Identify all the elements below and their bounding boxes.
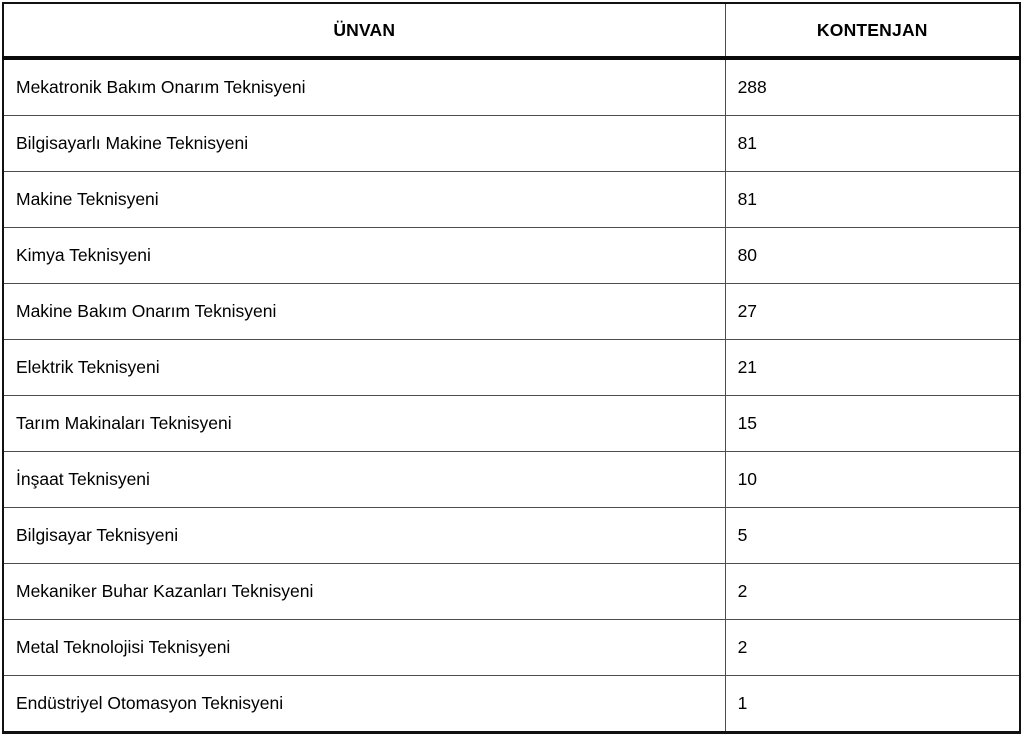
unvan-cell: Kimya Teknisyeni [3, 228, 725, 284]
table-row [3, 172, 1020, 228]
kontenjan-cell: 81 [725, 116, 1020, 172]
table-row [3, 340, 1020, 396]
table-row [3, 396, 1020, 452]
unvan-cell: Makine Bakım Onarım Teknisyeni [3, 284, 725, 340]
table-row [3, 452, 1020, 508]
table-row [3, 564, 1020, 620]
unvan-cell: Bilgisayar Teknisyeni [3, 508, 725, 564]
kontenjan-cell: 1 [725, 676, 1020, 733]
table-header [3, 3, 1020, 58]
table-row [3, 58, 1020, 116]
kontenjan-cell: 21 [725, 340, 1020, 396]
column-header-kontenjan: KONTENJAN [725, 3, 1020, 58]
kontenjan-cell: 15 [725, 396, 1020, 452]
unvan-cell: İnşaat Teknisyeni [3, 452, 725, 508]
unvan-cell: Bilgisayarlı Makine Teknisyeni [3, 116, 725, 172]
table-row [3, 620, 1020, 676]
kontenjan-cell: 80 [725, 228, 1020, 284]
unvan-cell: Elektrik Teknisyeni [3, 340, 725, 396]
table-row [3, 508, 1020, 564]
table-row [3, 228, 1020, 284]
quota-table [2, 2, 1021, 734]
unvan-cell: Metal Teknolojisi Teknisyeni [3, 620, 725, 676]
kontenjan-cell: 2 [725, 564, 1020, 620]
kontenjan-cell: 81 [725, 172, 1020, 228]
kontenjan-cell: 5 [725, 508, 1020, 564]
header-row [3, 3, 1020, 58]
table-row [3, 284, 1020, 340]
kontenjan-cell: 288 [725, 58, 1020, 116]
kontenjan-cell: 10 [725, 452, 1020, 508]
kontenjan-cell: 27 [725, 284, 1020, 340]
unvan-cell: Mekatronik Bakım Onarım Teknisyeni [16, 77, 306, 97]
unvan-cell: Mekaniker Buhar Kazanları Teknisyeni [3, 564, 725, 620]
unvan-cell: Endüstriyel Otomasyon Teknisyeni [3, 676, 725, 733]
table-body [3, 58, 1020, 733]
kontenjan-cell: 2 [725, 620, 1020, 676]
unvan-cell: Makine Teknisyeni [3, 172, 725, 228]
table-row [3, 676, 1020, 733]
column-header-unvan: ÜNVAN [3, 3, 725, 58]
table-row [3, 116, 1020, 172]
unvan-cell: Tarım Makinaları Teknisyeni [3, 396, 725, 452]
